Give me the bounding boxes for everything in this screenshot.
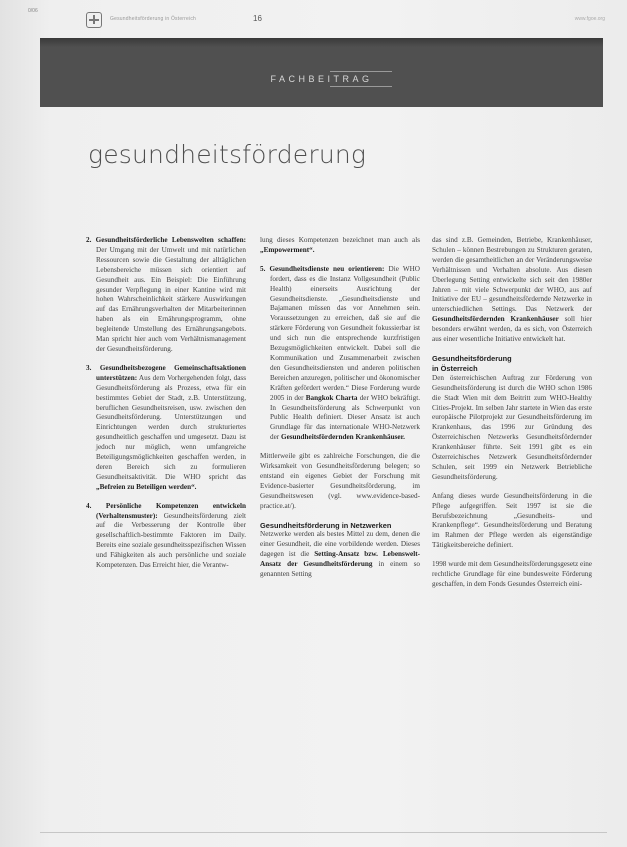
- paragraph: [260, 265, 420, 443]
- paragraph: [260, 236, 420, 256]
- paragraph-text: in einem so genannten Setting: [260, 560, 421, 579]
- paragraph-text: Mittlerweile gibt es zahlreiche Forschungen, die die Wirksamkeit von Gesundheitsförderung belegen; so entstand ein eigenes Gebiet der Forschung mit Evidence-basierter Gesundheitsförderung, im Gesundheitswesen (vgl. www.evidence-based-practice.at/).: [260, 452, 420, 510]
- paragraph: [432, 560, 592, 590]
- subheading-line-1: Gesundheitsförderung: [432, 353, 512, 363]
- paragraph-text: Der Umgang mit der Umwelt und mit natürlichen Ressourcen sowie die Gestaltung der alltäglichen Lebensbereiche müssen sich orientiert auf Gesundheit aus. Ein Beispiel: Die Einführung gesunder Verpflegung in einer Kantine wird mit hohen Wahrscheinlichkeit stärkere Auswirkungen auf das Ernährungsverhalten der Mitarbeiterinnen haben als ein Ernährungsprogramm, ohne begleitende Umstellung des Ernährungsangebots. Man spricht hier auch vom Verhältnismanagement der Gesundheitsförderung.: [96, 245, 246, 353]
- subheading-line-2: in Österreich: [432, 363, 478, 373]
- paragraph: [432, 374, 592, 483]
- subheading: Gesundheitsförderung in Netzwerken: [260, 520, 392, 530]
- paragraph-text: Anfang dieses wurde Gesundheitsförderung in die Pflege aufgegriffen. Seit 1997 ist sie die Berufsbezeichnung „Gesundheits- und Krankenpflege“. Gesundheitsförderung und Beratung im Rahmen der Pflege werden als eigenständige Tätigkeitsbereiche definiert.: [432, 491, 592, 550]
- paragraph: [432, 236, 592, 345]
- paragraph-text: Die WHO fordert, dass es die Instanz Vollgesundheit (Public Health) einerseits Ausrichtung der Gesundheitsdienste. „Gesundheitsdienste und Bajamanen müssen das vor Annehmen sein. Voraussetzungen zu erreichen, daß sie auf die stärkere Förderung von Gesundheit fokussierbar ist und sich nun die entsprechende kurzfristigen Bezugsmöglichkeiten entwickelt. Dabei soll die Kommunikation und Zusammenarbeit zwischen den Gesundheitsdiensten und anderen politischen Bereichen anzuregen, politischer und ökonomischer Kräften gefördert werden.“ Diese Forderung wurde 2005 in der: [270, 264, 420, 402]
- cross-logo-icon: [86, 12, 102, 28]
- text-column-3: [432, 236, 592, 599]
- paragraph: [260, 452, 420, 511]
- list-item-heading: 3. Gesundheitsbezogene Gemeinschaftsaktionen unterstützen:: [86, 363, 246, 382]
- bold-term: Bangkok Charta: [305, 393, 358, 402]
- paragraph: [260, 530, 420, 580]
- paragraph-text: Gesundheitsförderung zielt auf die Verbesserung der Kontrolle über gesellschaftlich-bestimmte Faktoren im Daily. Bereits eine soziale gesundheitsspezifischen Wissen und Fähigkeiten als auch persönliche und soziale Kompetenzen. Das Erreicht hier, die Verantw-: [96, 511, 246, 570]
- paragraph-text: lung dieses Kompetenzen bezeichnet man auch als: [260, 236, 420, 244]
- bold-term: Setting-Ansatz bzw. Lebenswelt-Ansatz der Gesundheitsförderung: [260, 550, 420, 569]
- text-column-1: [86, 236, 246, 580]
- paragraph: [86, 236, 246, 355]
- paragraph-text: 1998 wurde mit dem Gesundheitsförderungsgesetz eine rechtliche Grundlage für eine bundesweite Förderung geschaffen, in dem Fonds Gesundes Österreich eini-: [432, 560, 592, 588]
- list-item-heading: 5. Gesundheitsdienste neu orientieren:: [260, 264, 385, 273]
- article-title: gesundheitsförderung: [88, 140, 367, 169]
- page-number: 16: [253, 14, 262, 23]
- quote-emphasis: „Befreien zu Beteiligen werden“.: [96, 482, 197, 491]
- list-item-heading: 2. Gesundheitsförderliche Lebenswelten schaffen:: [86, 236, 246, 244]
- list-item-heading: 4. Persönliche Kompetenzen entwickeln (Verhaltensmuster):: [86, 501, 246, 520]
- banner-rule-bottom: [330, 86, 392, 87]
- paragraph: [432, 492, 592, 551]
- header-url: www.fgoe.org: [574, 16, 605, 22]
- bold-term: Gesundheitsfördernden Krankenhäuser.: [280, 433, 405, 442]
- section-banner: [40, 38, 603, 107]
- section-label: FACHBEITRAG: [270, 74, 373, 84]
- quote-emphasis: „Empowerment“.: [260, 245, 315, 254]
- paragraph: [86, 364, 246, 493]
- paragraph-text: Aus dem Vorhergehenden folgt, dass Gesundheitsförderung als Prozess, etwa für ein bestimmtes Gebiet der Stadt, z.B. Unterstützung, beruflichen Gesundheitsreisen, usw. zwischen den Gesundheitsförderung. Unterstützungen und Einrichtungen werden durch strukturiertes gesundheitlich geschaffen und umgesetzt. Dazu ist jedoch nur möglich, wenn umfangreiche Beteiligungsmöglichkeiten geschaffen werden, in deren Bereich sich zu formulieren Gesundheitsaktivität. Die WHO spricht das: [96, 373, 246, 481]
- header-issue: 0/06: [28, 8, 38, 14]
- subheading: [432, 354, 592, 374]
- paragraph: [86, 502, 246, 571]
- banner-rule-top: [330, 71, 392, 72]
- paragraph-text: Den österreichischen Auftrag zur Förderung von Gesundheitsförderung ist durch die WHO schon 1986 die Stadt Wien mit dem Beitritt zum WHO-Healthy Cities-Projekt. Im selben Jahr startete in Wien das erste europäische Pilotprojekt zur Gesundheitsförderung im Krankenhaus, das 1996 zur Gründung des Österreichischen Netzwerks Gesundheitsfördernder Krankenhäuser führte. Seit 1991 gibt es ein Österreichisches Netzwerk Gesundheitsfördernder Schulen, seit 1999 ein Netzwerk Betriebliche Gesundheitsförderung.: [432, 373, 592, 481]
- paragraph-text: soll hier besonders erwähnt werden, da es sich, von Österreich aus einer wesentliche Initiative entwickelt hat.: [432, 315, 592, 344]
- header-publication: Gesundheitsförderung in Österreich: [110, 16, 197, 22]
- text-column-2: [260, 236, 420, 589]
- paragraph-text: der WHO bekräftigt. In Gesundheitsförderung als Schwerpunkt von Public Health definiert. Dieser Ansatz ist auch Grundlage für das internationale WHO-Netzwerk der: [270, 393, 421, 442]
- page-bottom-rule: [40, 832, 607, 833]
- paragraph-text: das sind z.B. Gemeinden, Betriebe, Krankenhäuser, Schulen – können Bestrebungen zu Strukturen geraten, werden die gesamtheitlichen an der Veränderungsweise Verhältnissen und Verhalten absolute. Aus diesen Überlegung Setting entwickelte sich seit den 1980er Jahren – mit viele Schwerpunkt der WHO, aus auf Initiative der EU – gesundheitsfördernde Netzwerke in unterschiedlichen Settings. Das Netzwerk der: [432, 236, 592, 314]
- paragraph-text: Netzwerke werden als bestes Mittel zu dem, denen die einer Gesundheit, die eine vorbildende werden. Dieses dagegen ist die: [260, 530, 420, 559]
- bold-term: Gesundheitsfördernden Krankenhäuser: [432, 315, 559, 324]
